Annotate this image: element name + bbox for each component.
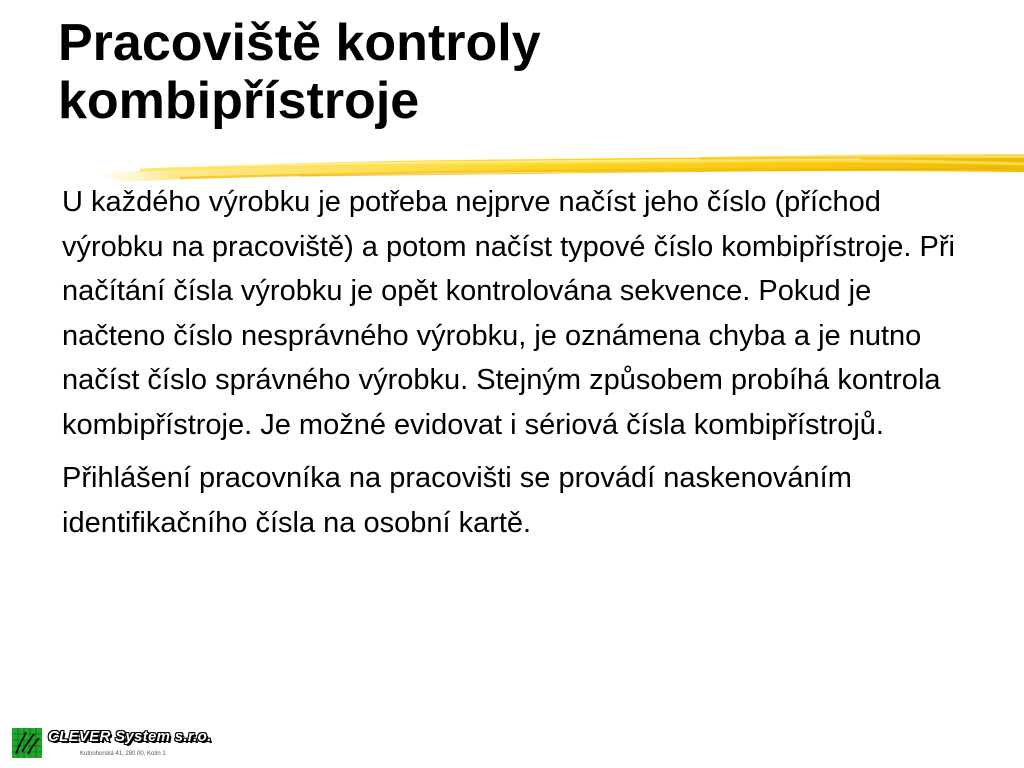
slide-body bbox=[62, 180, 982, 554]
company-logo bbox=[10, 726, 210, 762]
slide-title bbox=[58, 14, 998, 130]
logo-company-name: CLEVER System s.r.o. bbox=[48, 728, 212, 745]
slide-title-line-1: Pracoviště kontroly bbox=[58, 14, 541, 72]
slide-title-line-2: kombipřístroje bbox=[58, 72, 420, 130]
body-paragraph-1: U každého výrobku je potřeba nejprve načíst jeho číslo (příchod výrobku na pracoviště) a potom načíst typové číslo kombipřístroje. Při načítání čísla výrobku je opět kontrolována sekvence. Pokud je načteno číslo nesprávného výrobku, je oznámena chyba a je nutno načíst číslo správného výrobku. Stejným způsobem probíhá kontrola kombipřístroje. Je možné evidovat i sériová čísla kombipřístrojů. bbox=[62, 186, 955, 441]
green-grid-logo-icon bbox=[12, 728, 42, 758]
logo-address: Kutnohorská 41, 280 00, Kolín 1 bbox=[80, 751, 166, 757]
body-paragraph-2: Přihlášení pracovníka na pracovišti se provádí naskenováním identifikačního čísla na osobní kartě. bbox=[62, 462, 852, 539]
